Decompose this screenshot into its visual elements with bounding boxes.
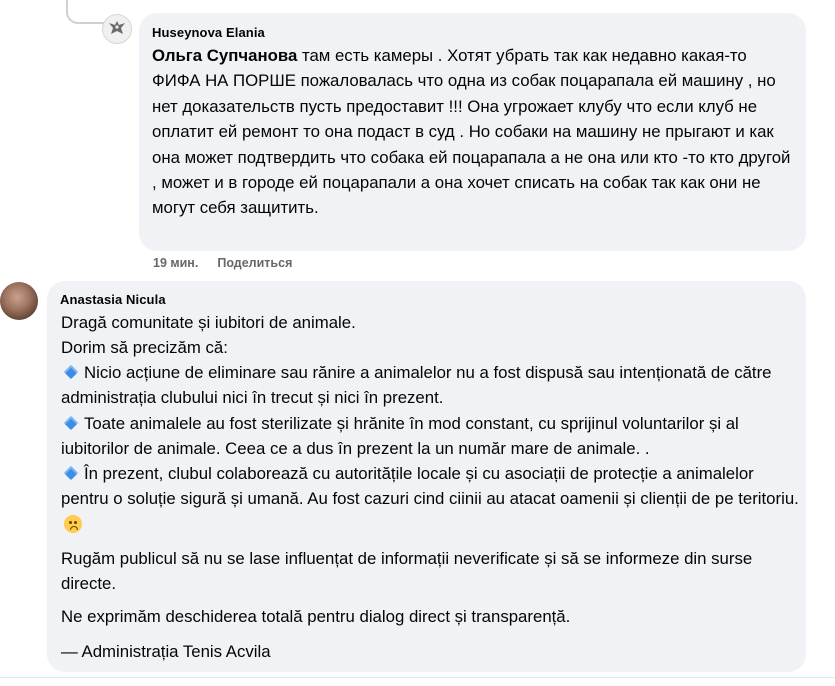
divider	[0, 677, 835, 678]
bullet-item: Toate animalele au fost sterilizate și hrănite în mod constant, cu sprijinul voluntarilor și al iubitorilor de animale. Ceea ce a dus în prezent la un număr mare de animale. .	[61, 414, 739, 459]
comment-line: Dorim să precizăm că:	[61, 338, 228, 357]
small-blue-diamond-icon	[64, 466, 78, 480]
bullet-item: Nicio acțiune de eliminare sau rănire a animalelor nu a fost dispusă sau intenționată de către administrația clubului nici în trecut și nici în prezent.	[61, 363, 772, 408]
comment-paragraph: Rugăm publicul să nu se lase influențat de informații neverificate și să se informeze din surse directe.	[61, 549, 753, 594]
avatar[interactable]	[0, 282, 38, 320]
comment-timestamp[interactable]: 19 мин.	[153, 256, 199, 270]
comment-meta	[153, 256, 292, 270]
comment-author[interactable]: Anastasia Nicula	[60, 292, 166, 307]
share-button[interactable]: Поделиться	[217, 256, 293, 270]
comment-author[interactable]: Huseynova Elania	[152, 25, 265, 40]
comment-paragraph: Ne exprimăm deschiderea totală pentru dialog direct și transparență.	[61, 607, 571, 626]
mention-link[interactable]: Ольга Супчанова	[152, 46, 298, 65]
small-blue-diamond-icon	[64, 416, 78, 430]
signature: — Administrația Tenis Acvila	[61, 642, 271, 661]
comment-text: Ольга Супчанова там есть камеры . Хотят убрать так как недавно какая-то ФИФА НА ПОРШЕ пожаловалась что одна из собак поцарапала ей машину , но нет доказательств пусть предоставит !!! Она угрожает клубу что если клуб не оплатит ей ремонт то она подаст в суд . Но собаки на машину не прыгают и как она может подтвердить что собака ей поцарапала а не она или кто -то кто другой , может и в городе ей поцарапали а она хочет списать на собак так как они не могут себя защитить.	[152, 46, 791, 218]
comment-line: Dragă comunitate și iubitori de animale.	[61, 313, 356, 332]
avatar[interactable]	[102, 14, 132, 44]
small-blue-diamond-icon	[64, 365, 78, 379]
eagle-emblem-icon	[106, 18, 128, 40]
bullet-item: În prezent, clubul colaborează cu autoritățile locale și cu asociații de protecție a animalelor pentru o soluție sigură și umană. Au fost cazuri cind ciinii au atacat oamenii și clienții de pe teritoriu.	[61, 461, 801, 537]
frowning-face-emoji	[64, 515, 82, 533]
reply-thread-line	[66, 0, 106, 24]
